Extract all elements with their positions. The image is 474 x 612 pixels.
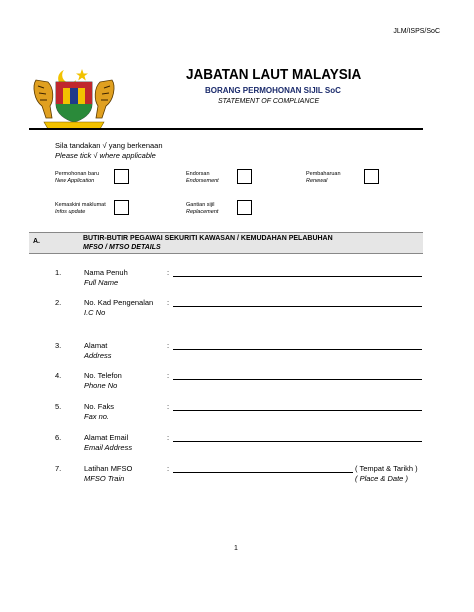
- field-colon: :: [167, 433, 170, 442]
- field-colon: :: [167, 268, 170, 277]
- email-input[interactable]: [173, 441, 422, 442]
- page-title: JABATAN LAUT MALAYSIA: [186, 66, 362, 83]
- section-a-letter: A.: [33, 238, 40, 245]
- field-colon: :: [167, 464, 170, 473]
- form-subtitle: BORANG PERMOHONAN SIJIL SoC: [205, 86, 341, 95]
- field-number: 3.: [55, 341, 62, 350]
- form-subtitle-english: STATEMENT OF COMPLIANCE: [218, 98, 320, 105]
- option-label-replacement: Gantian sijil Replacement: [186, 202, 219, 215]
- option-label-endorsement: Endorsan Endorsement: [186, 171, 219, 184]
- header-divider: [29, 128, 423, 130]
- field-number: 4.: [55, 371, 62, 380]
- checkbox-renewal[interactable]: [364, 169, 379, 184]
- field-number: 6.: [55, 433, 62, 442]
- field-label-fax: No. Faks: [84, 402, 115, 411]
- checkbox-endorsement[interactable]: [237, 169, 252, 184]
- page-number: 1: [234, 545, 238, 552]
- field-label-email-english: Email Address: [84, 443, 133, 452]
- field-colon: :: [167, 371, 170, 380]
- section-a-title: BUTIR-BUTIR PEGAWAI SEKURITI KAWASAN / KEMUDAHAN PELABUHAN: [83, 235, 333, 242]
- mfso-training-input[interactable]: [173, 472, 353, 473]
- section-a-title-english: MFSO / MTSO DETAILS: [83, 244, 161, 251]
- checkbox-replacement[interactable]: [237, 200, 252, 215]
- malaysia-coat-of-arms-icon: [30, 66, 118, 132]
- option-label-new-application: Permohonan baru New Application: [55, 171, 100, 184]
- checkbox-infos-update[interactable]: [114, 200, 129, 215]
- field-label-phone-english: Phone No: [84, 381, 118, 390]
- field-number: 2.: [55, 298, 62, 307]
- field-label-email: Alamat Email: [84, 433, 129, 442]
- field-label-ic-no: No. Kad Pengenalan: [84, 298, 154, 307]
- field-label-full-name-english: Full Name: [84, 278, 119, 287]
- full-name-input[interactable]: [173, 276, 422, 277]
- form-reference: JLM/ISPS/SoC: [393, 28, 440, 35]
- field-colon: :: [167, 341, 170, 350]
- field-label-address: Alamat: [84, 341, 108, 350]
- checkbox-new-application[interactable]: [114, 169, 129, 184]
- instruction-english: Please tick √ where applicable: [55, 151, 156, 160]
- option-label-infos-update: Kemaskini maklumat Infos update: [55, 202, 106, 215]
- field-label-full-name: Nama Penuh: [84, 268, 128, 277]
- field-label-ic-no-english: I.C No: [84, 308, 106, 317]
- address-input[interactable]: [173, 349, 422, 350]
- phone-input[interactable]: [173, 379, 422, 380]
- ic-no-input[interactable]: [173, 306, 422, 307]
- field-label-address-english: Address: [84, 351, 112, 360]
- field-label-phone: No. Telefon: [84, 371, 122, 380]
- field-label-mfso-training-english: MFSO Train: [84, 474, 125, 483]
- fax-input[interactable]: [173, 410, 422, 411]
- field-number: 7.: [55, 464, 62, 473]
- option-label-renewal: Pembaharuan Renewal: [306, 171, 341, 184]
- field-label-fax-english: Fax no.: [84, 412, 110, 421]
- field-label-mfso-training: Latihan MFSO: [84, 464, 133, 473]
- field-number: 5.: [55, 402, 62, 411]
- field-colon: :: [167, 298, 170, 307]
- field-colon: :: [167, 402, 170, 411]
- field-suffix-place-date-english: ( Place & Date ): [355, 474, 408, 483]
- instruction-malay: Sila tandakan √ yang berkenaan: [55, 141, 163, 150]
- field-number: 1.: [55, 268, 62, 277]
- field-suffix-place-date: ( Tempat & Tarikh ): [355, 464, 418, 473]
